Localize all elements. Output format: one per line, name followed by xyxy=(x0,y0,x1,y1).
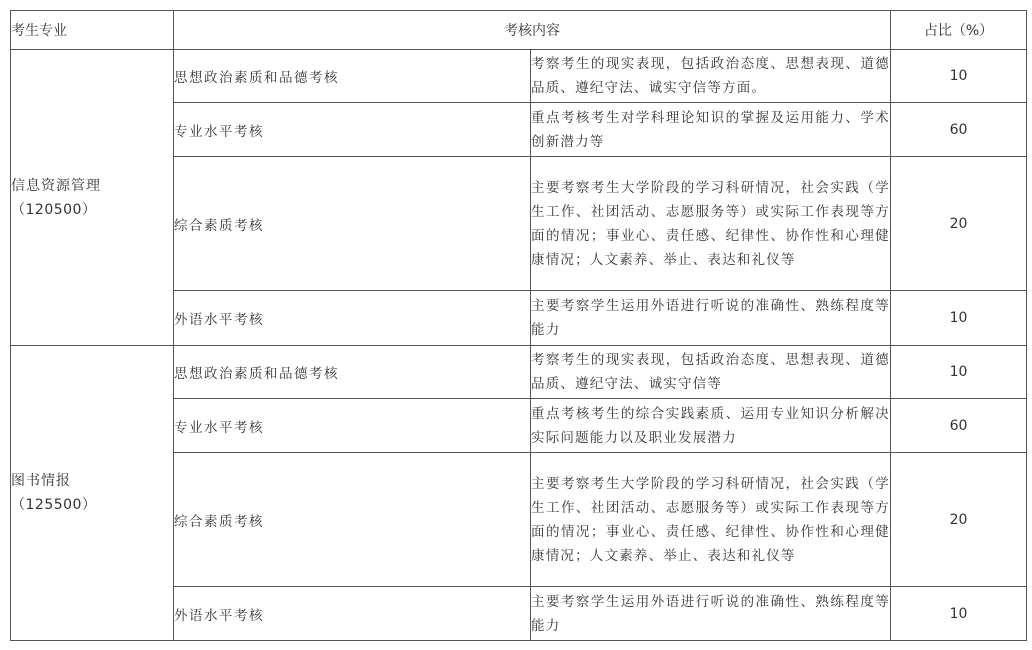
item-name: 专业水平考核 xyxy=(174,103,531,157)
item-ratio: 10 xyxy=(891,346,1027,399)
major-code: （125500） xyxy=(11,497,97,513)
header-major: 考生专业 xyxy=(11,11,174,50)
major-name: 图书情报 xyxy=(11,473,71,489)
major-code: （120500） xyxy=(11,201,97,218)
item-name: 外语水平考核 xyxy=(174,291,531,346)
item-ratio: 10 xyxy=(891,50,1027,103)
item-ratio: 10 xyxy=(891,291,1027,346)
item-desc: 主要考察学生运用外语进行听说的准确性、熟练程度等能力 xyxy=(531,291,891,346)
item-name: 专业水平考核 xyxy=(174,399,531,453)
item-name: 思想政治素质和品德考核 xyxy=(174,50,531,103)
item-ratio: 20 xyxy=(891,453,1027,587)
table-row xyxy=(11,346,1027,399)
item-desc: 考察考生的现实表现，包括政治态度、思想表现、道德品质、遵纪守法、诚实守信等 xyxy=(531,346,891,399)
major-cell xyxy=(11,346,174,641)
table-row xyxy=(11,50,1027,103)
item-desc: 重点考核考生对学科理论知识的掌握及运用能力、学术创新潜力等 xyxy=(531,103,891,157)
item-ratio: 60 xyxy=(891,103,1027,157)
item-desc: 主要考察考生大学阶段的学习科研情况，社会实践（学生工作、社团活动、志愿服务等）或实际工作表现等方面的情况；事业心、责任感、纪律性、协作性和心理健康情况；人文素养、举止、表达和礼仪等 xyxy=(531,157,891,291)
item-ratio: 10 xyxy=(891,587,1027,641)
item-desc: 重点考核考生的综合实践素质、运用专业知识分析解决实际问题能力以及职业发展潜力 xyxy=(531,399,891,453)
item-name: 综合素质考核 xyxy=(174,453,531,587)
item-desc: 主要考察考生大学阶段的学习科研情况，社会实践（学生工作、社团活动、志愿服务等）或实际工作表现等方面的情况；事业心、责任感、纪律性、协作性和心理健康情况；人文素养、举止、表达和礼仪等 xyxy=(531,453,891,587)
header-ratio: 占比（%） xyxy=(891,11,1027,50)
item-name: 思想政治素质和品德考核 xyxy=(174,346,531,399)
header-content: 考核内容 xyxy=(174,11,891,50)
major-name: 信息资源管理 xyxy=(11,177,101,194)
item-desc: 考察考生的现实表现，包括政治态度、思想表现、道德品质、遵纪守法、诚实守信等方面。 xyxy=(531,50,891,103)
item-name: 外语水平考核 xyxy=(174,587,531,641)
item-ratio: 60 xyxy=(891,399,1027,453)
major-cell xyxy=(11,50,174,346)
assessment-table xyxy=(10,10,1027,641)
item-name: 综合素质考核 xyxy=(174,157,531,291)
item-desc: 主要考察学生运用外语进行听说的准确性、熟练程度等能力 xyxy=(531,587,891,641)
item-ratio: 20 xyxy=(891,157,1027,291)
header-row xyxy=(11,11,1027,50)
